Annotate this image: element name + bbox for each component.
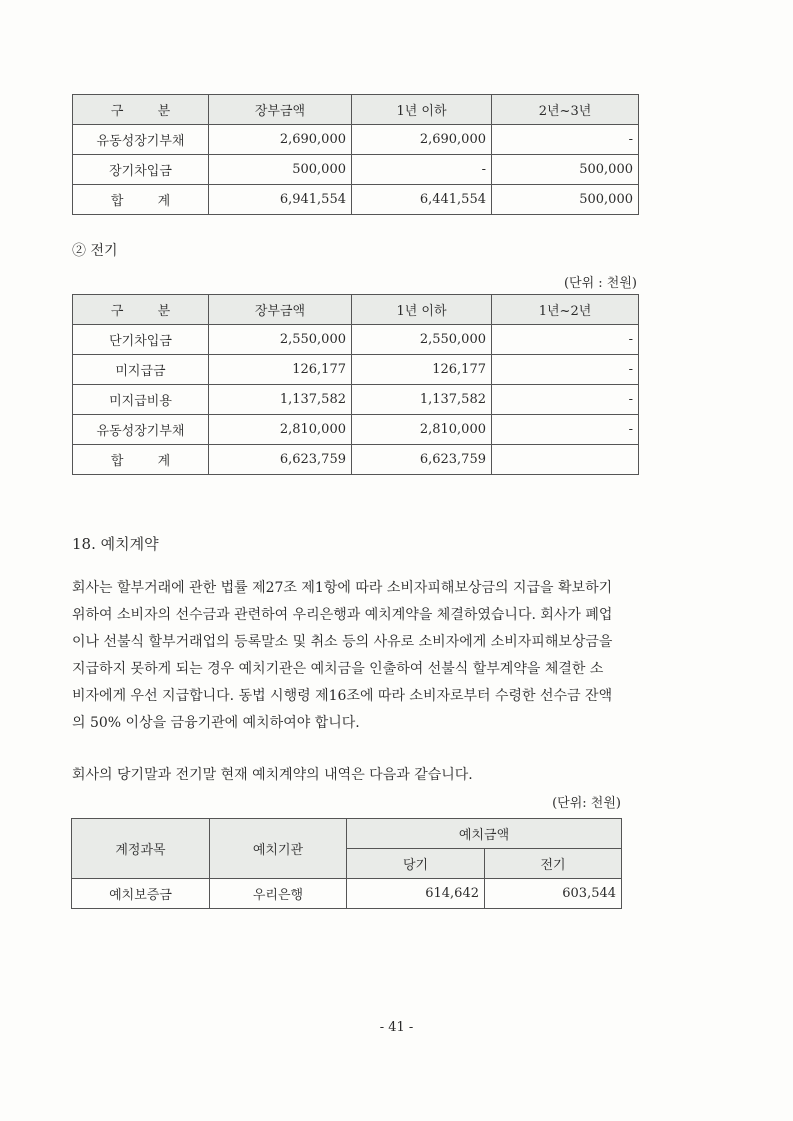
table-row [73, 155, 639, 185]
paragraph-line: 회사는 할부거래에 관한 법률 제27조 제1항에 따라 소비자피해보상금의 지급을 확보하기 [72, 580, 613, 596]
table-total-row [73, 185, 639, 215]
cell-value: - [492, 355, 639, 385]
row-label: 단기차입금 [73, 325, 209, 355]
header-category: 구 분 [73, 295, 209, 325]
row-label: 미지급금 [73, 355, 209, 385]
table-header-row [73, 95, 639, 125]
cell-value: 614,642 [347, 879, 485, 909]
cell-value: 126,177 [352, 355, 492, 385]
table-total-row [73, 445, 639, 475]
table-row [73, 415, 639, 445]
row-label: 합 계 [73, 185, 209, 215]
deposit-paragraph [72, 575, 642, 737]
cell-value: 603,544 [485, 879, 622, 909]
table-prior-maturity [72, 94, 639, 215]
cell-institution: 우리은행 [210, 879, 347, 909]
section-heading: 18. 예치계약 [72, 535, 159, 553]
header-1y-2y: 1년~2년 [492, 295, 639, 325]
cell-value: 1,137,582 [352, 385, 492, 415]
cell-value: 2,810,000 [209, 415, 352, 445]
cell-value: 6,623,759 [209, 445, 352, 475]
page-number: - 41 - [379, 1020, 414, 1035]
header-category: 구 분 [73, 95, 209, 125]
paragraph-line: 의 50% 이상을 금융기관에 예치하여야 합니다. [72, 715, 360, 731]
header-within-1y: 1년 이하 [352, 95, 492, 125]
header-account: 계정과목 [72, 819, 210, 879]
paragraph-line: 위하여 소비자의 선수금과 관련하여 우리은행과 예치계약을 체결하였습니다. 회사가 폐업 [72, 607, 613, 623]
table-row [73, 325, 639, 355]
paragraph-line: 이나 선불식 할부거래업의 등록말소 및 취소 등의 사유로 소비자에게 소비자피해보상금을 [72, 634, 613, 650]
header-institution: 예치기관 [210, 819, 347, 879]
cell-value: - [492, 415, 639, 445]
cell-value: 500,000 [209, 155, 352, 185]
table-row [73, 125, 639, 155]
row-label: 예치보증금 [72, 879, 210, 909]
paragraph-line: 지급하지 못하게 되는 경우 예치기관은 예치금을 인출하여 선불식 할부계약을 체결한 소 [72, 661, 604, 677]
cell-value: 500,000 [492, 155, 639, 185]
paragraph-line: 비자에게 우선 지급합니다. 동법 시행령 제16조에 따라 소비자로부터 수령한 선수금 잔액 [72, 688, 613, 704]
cell-value: - [492, 385, 639, 415]
header-book-value: 장부금액 [209, 295, 352, 325]
header-current: 당기 [347, 849, 485, 879]
intro-sentence: 회사의 당기말과 전기말 현재 예치계약의 내역은 다음과 같습니다. [72, 767, 473, 783]
cell-value: - [352, 155, 492, 185]
cell-value: 500,000 [492, 185, 639, 215]
row-label: 유동성장기부채 [73, 125, 209, 155]
cell-value [492, 445, 639, 475]
cell-value: 1,137,582 [209, 385, 352, 415]
cell-value: 6,941,554 [209, 185, 352, 215]
section-prior-title: ② 전기 [72, 243, 118, 259]
row-label: 장기차입금 [73, 155, 209, 185]
cell-value: 6,441,554 [352, 185, 492, 215]
table-prior-year [72, 294, 639, 475]
unit-label: (단위: 천원) [552, 796, 621, 811]
cell-value: 2,690,000 [352, 125, 492, 155]
row-label: 합 계 [73, 445, 209, 475]
header-amount: 예치금액 [347, 819, 622, 849]
table-row [73, 385, 639, 415]
cell-value: 6,623,759 [352, 445, 492, 475]
table-header-row [72, 819, 622, 849]
table-row [72, 879, 622, 909]
cell-value: - [492, 125, 639, 155]
header-prior: 전기 [485, 849, 622, 879]
cell-value: 2,550,000 [209, 325, 352, 355]
row-label: 유동성장기부채 [73, 415, 209, 445]
table-deposit-contract [71, 818, 622, 909]
cell-value: 126,177 [209, 355, 352, 385]
cell-value: 2,810,000 [352, 415, 492, 445]
table-row [73, 355, 639, 385]
unit-label: (단위 : 천원) [563, 276, 637, 291]
cell-value: 2,690,000 [209, 125, 352, 155]
row-label: 미지급비용 [73, 385, 209, 415]
header-2y-3y: 2년~3년 [492, 95, 639, 125]
header-within-1y: 1년 이하 [352, 295, 492, 325]
table-header-row [73, 295, 639, 325]
cell-value: - [492, 325, 639, 355]
cell-value: 2,550,000 [352, 325, 492, 355]
header-book-value: 장부금액 [209, 95, 352, 125]
